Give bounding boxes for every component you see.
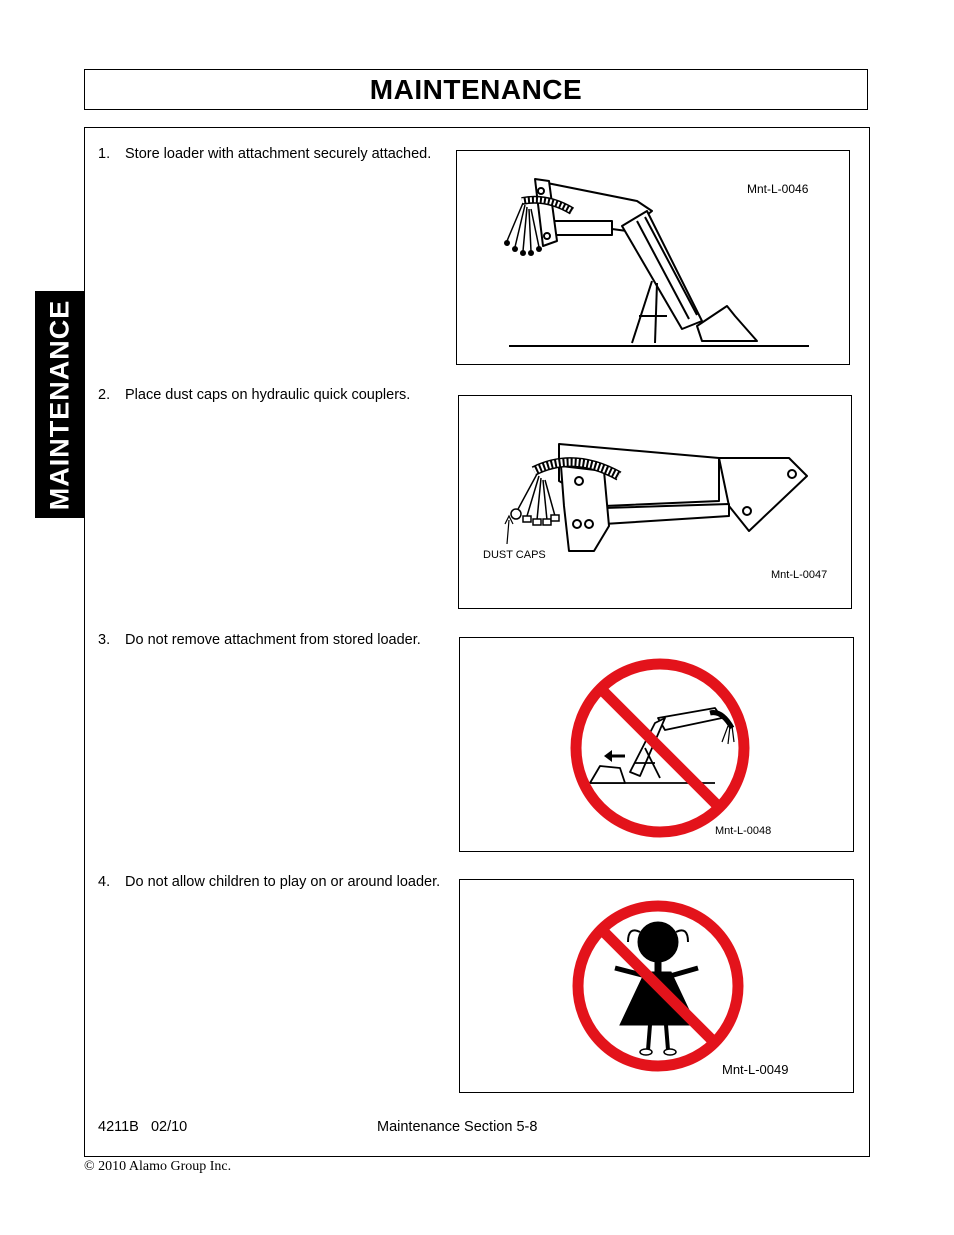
figure-no-children [459,879,854,1093]
prohibited-removal-illustration [460,638,853,851]
step-1 [98,145,444,185]
loader-illustration [457,151,849,364]
step-text: Do not remove attachment from stored loader. [125,632,421,648]
copyright: © 2010 Alamo Group Inc. [84,1159,232,1174]
step-number: 1. [98,146,111,162]
side-tab [35,291,85,518]
step-3 [98,631,444,651]
figure-dust-caps [458,395,852,609]
step-number: 2. [98,387,111,403]
step-text: Place dust caps on hydraulic quick couplers. [125,387,411,403]
figure-no-remove-attachment [459,637,854,852]
dust-caps-callout: DUST CAPS [483,549,546,561]
step-text: Do not allow children to play on or around loader. [125,874,441,890]
page-header [84,69,868,110]
footer-section: Maintenance Section 5-8 [377,1119,538,1135]
figure-code: Mnt-L-0048 [715,825,772,837]
footer-doc-id: 4211B 02/10 [98,1119,188,1135]
figure-code: Mnt-L-0046 [747,182,809,196]
step-4 [98,873,446,913]
step-number: 4. [98,874,111,890]
figure-stored-loader [456,150,850,365]
side-tab-label: MAINTENANCE [44,299,75,510]
step-number: 3. [98,632,111,648]
step-text: Store loader with attachment securely attached. [125,146,432,162]
figure-code: Mnt-L-0049 [722,1062,789,1077]
dust-caps-illustration [459,396,851,608]
step-2 [98,386,444,406]
figure-code: Mnt-L-0047 [771,569,828,581]
prohibited-children-illustration [460,880,853,1092]
page-title: MAINTENANCE [369,73,583,105]
